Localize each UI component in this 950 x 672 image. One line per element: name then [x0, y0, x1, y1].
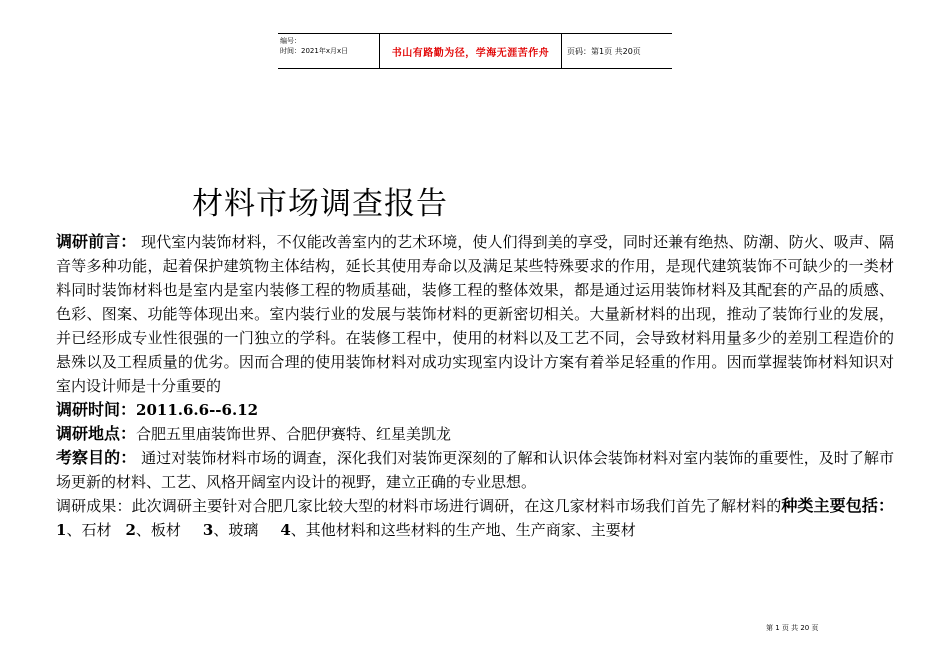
item2-number: 2 [125, 521, 136, 539]
document-header [278, 33, 672, 69]
item1-number: 1 [56, 521, 67, 539]
item4-number: 4 [280, 521, 291, 539]
header-number-label: 编号： [280, 37, 301, 45]
header-page-info: 页码：第1页 共20页 [567, 46, 641, 56]
item3-number: 3 [202, 521, 214, 539]
results-types-label: 种类主要包括： [781, 496, 894, 515]
header-motto: 书山有路勤为径，学海无涯苦作舟 [391, 47, 550, 59]
time-paragraph [56, 398, 894, 422]
location-paragraph [56, 422, 894, 446]
results-paragraph [56, 494, 894, 542]
header-motto-cell [380, 34, 562, 68]
purpose-paragraph [56, 446, 894, 494]
location-value: 合肥五里庙装饰世界、合肥伊赛特、红星美凯龙 [136, 425, 452, 443]
document-title: 材料市场调查报告 [192, 186, 448, 222]
location-label: 调研地点： [56, 424, 137, 443]
time-label: 调研时间： [56, 400, 137, 419]
purpose-text: 通过对装饰材料市场的调查，深化我们对装饰更深刻的了解和认识体会装饰材料对室内装饰的重要性，及时了解市场更新的材料、工艺、风格开阔室内设计的视野，建立正确的专业思想。 [56, 449, 894, 491]
item4-text: 、其他材料和这些材料的生产地、生产商家、主要材 [290, 521, 636, 539]
item3-text: 、玻璃 [213, 521, 259, 539]
header-meta-cell [278, 34, 380, 68]
preface-label: 调研前言： [56, 232, 137, 251]
item1-text: 、石材 [66, 521, 112, 539]
preface-text: 现代室内装饰材料，不仅能改善室内的艺术环境，使人们得到美的享受，同时还兼有绝热、防潮、防火、吸声、隔音等多种功能，起着保护建筑物主体结构，延长其使用寿命以及满足某些特殊要求的作用，是现代建筑装饰不可缺少的一类材料同时装饰材料也是室内是室内装修工程的物质基础，装修工程的整体效果，都是通过运用装饰材料及其配套的产品的质感、色彩、图案、功能等体现出来。室内装行业的发展与装饰材料的更新密切相关。大量新材料的出现，推动了装饰行业的发展，并已经形成专业性很强的一门独立的学科。在装修工程中，使用的材料以及工艺不同，会导致材料用量多少的差别工程造价的悬殊以及工程质量的优劣。因而合理的使用装饰材料对成功实现室内设计方案有着举足轻重的作用。因而掌握装饰材料知识对室内设计师是十分重要的 [56, 233, 894, 395]
header-time: 时间：2021年x月x日 [280, 47, 349, 55]
header-page-cell [562, 34, 672, 68]
item2-text: 、板材 [135, 521, 181, 539]
purpose-label: 考察目的： [56, 448, 137, 467]
preface-paragraph [56, 230, 894, 398]
page-footer: 第 1 页 共 20 页 [766, 624, 819, 632]
document-body [56, 230, 894, 542]
time-value: 2011.6.6--6.12 [136, 401, 259, 419]
results-intro: 调研成果：此次调研主要针对合肥几家比较大型的材料市场进行调研，在这几家材料市场我们首先了解材料的 [56, 497, 782, 515]
